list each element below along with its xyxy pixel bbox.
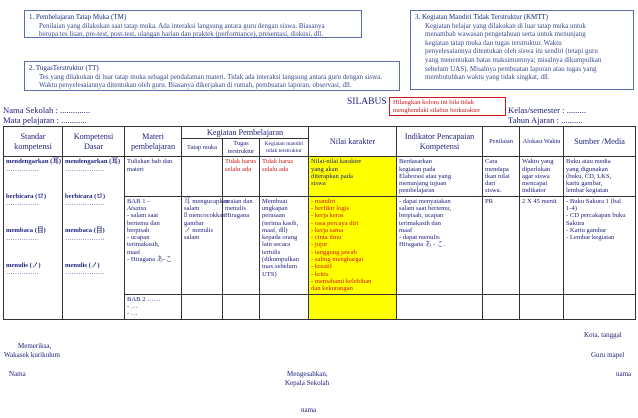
cell-materi-3 — [125, 294, 182, 319]
kmtt-line: tertulis — [262, 248, 281, 256]
cell-indikator-2 — [397, 196, 483, 294]
kmtt-line: UTS) — [262, 270, 277, 278]
sumber-line: - Buku Sakura 1 (bal — [566, 197, 621, 205]
nilai-line: Nilai-nilai karakter — [311, 158, 362, 166]
penilaian-line: mendapa — [485, 165, 509, 173]
cell-tatap-muka-2 — [182, 196, 229, 294]
nilai-line: - tanggung jawab — [311, 248, 357, 256]
cell-sumber-3 — [564, 294, 636, 319]
red-note-line: menghendaki silabus berkarakter — [393, 107, 481, 114]
nama-sekolah: Nama Sekolah : .............. — [3, 105, 91, 115]
materi-line: - Hiragana あ-こ — [127, 256, 173, 264]
materi-line: bertemu dan — [127, 219, 160, 227]
indikator-line: kegiatan pada — [399, 165, 436, 173]
sk-line: berbicara (ロ) — [6, 192, 47, 200]
nilai-line: - kerja keras — [311, 212, 344, 220]
callout-tm-body — [29, 22, 357, 39]
callout-kmtt-title: 3. Kegiatan Mandiri Tidak Terstruktur (KMTT) — [415, 13, 549, 21]
nilai-line: - cinta ilmu — [311, 234, 342, 242]
kmtt-line: ungkapan — [262, 205, 288, 212]
alokasi-line: indikator — [522, 187, 546, 195]
header-indikator: Indikator Pencapaian Kompetensi — [397, 127, 483, 157]
sign-kota-tanggal: Kota, tanggal — [584, 331, 622, 339]
cell-kegiatan-mandiri-2 — [260, 196, 309, 294]
sign-kepala-sekolah: Kepala Sekolah — [285, 379, 330, 387]
sk-line: …………… — [6, 269, 39, 277]
tt-line: selalu ada — [225, 165, 252, 173]
tm-line: ノ menulis — [184, 226, 214, 234]
cell-materi-2 — [125, 196, 182, 294]
sumber-line: Sakura — [566, 219, 585, 227]
header-alokasi: Alokasi Waktu — [520, 127, 564, 157]
kd-line — [65, 242, 122, 262]
nilai-line: - saling menghargai — [311, 256, 364, 264]
tt-line: menulis — [225, 205, 246, 212]
kmtt-line: Tidak harus — [262, 158, 294, 166]
callout-tugas-terstruktur — [24, 61, 400, 91]
kmtt-line: selalu ada — [262, 165, 289, 173]
penilaian-line: tkan nilai — [485, 172, 510, 180]
alokasi-line: diperlukan — [522, 165, 551, 173]
callout-tatap-muka — [24, 10, 362, 38]
kmtt-line: (dikumpulkan — [262, 256, 299, 264]
materi-line: BAB 1 – — [127, 197, 151, 205]
callout-kmtt-line: penyelesaiannya ditentukan oleh siswa itu sendiri (tetapi guru — [425, 47, 598, 56]
kd-line: ……………… — [65, 269, 105, 277]
kd-line: membaca (目) — [65, 227, 105, 235]
callout-kmtt-line: kegiatan tatap muka dan tugas terstruktur. Waktu — [425, 38, 562, 47]
cell-nilai-karakter-3 — [309, 294, 397, 319]
callout-kmtt-line: menambah wawasan pengetahuan serta untuk menunjang — [425, 30, 586, 39]
nilai-line: - rasa percaya diri — [311, 219, 359, 227]
nilai-line: siswa — [311, 180, 326, 188]
header-kegiatan-mandiri: Kegiatan mandiri tidak terstruktur — [260, 139, 309, 157]
materi-line: - ucapan — [127, 234, 150, 242]
cell-tugas-terstruktur-1 — [223, 157, 260, 196]
nilai-line: diterapkan pada — [311, 172, 353, 180]
indikator-line: Berdasarkan — [399, 158, 432, 166]
kmtt-line: Membuat — [262, 197, 288, 205]
sk-line — [6, 242, 60, 262]
kd-line: mendengarkan (耳) — [65, 158, 121, 166]
kd-line: ……………… — [65, 165, 105, 173]
header-materi: Materi pembelajaran — [125, 127, 182, 157]
sk-line — [6, 207, 60, 227]
sk-line: mendengarkan (耳) — [6, 158, 62, 166]
cell-penilaian-2 — [483, 196, 520, 294]
cell-tatap-muka-1 — [182, 157, 223, 196]
callout-kmtt-line: sebelum UAS). Misalnya pembuatan laporan atau tugas yang — [425, 64, 597, 73]
callout-tt-line: Tes yang dilakukan di luar tatap muka sebagai pendalaman materi. Tidak ada interaksi langsung antara guru dengan siswa. — [39, 72, 382, 81]
cell-alokasi-3 — [520, 294, 564, 319]
callout-kmtt-line: Kegiatan belajar yang dilakukan di luar tatap muka untuk — [425, 21, 586, 30]
indikator-line: - dapat menulis — [399, 234, 440, 242]
callout-tm-line: berupa tes lisan, pre-test, post-test, ulangan harian dan praktek (performance), presentasi, diskusi, dll. — [39, 30, 323, 39]
alokasi-line: agar siswa — [522, 172, 550, 180]
callout-kmtt-line: yang menentukan batas maksimumnya; misalnya dikumpulkan — [425, 55, 602, 64]
indikator-line: berpisah, ucapan — [399, 212, 444, 220]
header-penilaian: Penilaian — [483, 127, 520, 157]
indikator-line: maaf — [399, 226, 413, 234]
cell-standar-kompetensi — [4, 157, 63, 319]
kd-line — [65, 207, 122, 227]
materi-line: maaf — [127, 248, 141, 256]
header-tugas-terstruktur: Tugas terstruktur — [223, 139, 260, 157]
callout-tm-line: Penilaian yang dilakukan saat tatap muka. Ada interaksi langsung antara guru dengan siswa. Biasanya — [39, 21, 325, 30]
cell-kompetensi-dasar — [63, 157, 125, 319]
cell-tatap-muka-3 — [182, 294, 223, 319]
callout-kmtt — [410, 10, 634, 90]
kd-line: ……………… — [65, 200, 105, 208]
header-kegiatan: Kegiatan Pembelajaran — [182, 127, 309, 139]
red-note-line: Hilangkan kolom ini bila tidak — [393, 99, 474, 106]
tm-line: salam — [184, 205, 200, 212]
tm-line: salam — [184, 234, 200, 242]
sumber-line: (buku, CD, LKS, — [566, 172, 612, 180]
tm-line: ﾛ mencocokkan — [184, 212, 226, 220]
alokasi-line: 2 X 45 menit — [522, 197, 557, 205]
sk-line: menulis (ノ) — [6, 262, 41, 269]
header-standar-kompetensi: Standar kompetensi — [4, 127, 63, 157]
sumber-line: - Lembar kegiatan — [566, 234, 615, 242]
callout-tm-title: 1. Pembelajaran Tatap Muka (TM) — [29, 13, 127, 21]
sumber-line: yang digunakan — [566, 165, 608, 173]
cell-kegiatan-mandiri-1 — [260, 157, 309, 196]
sk-line: …………… — [6, 200, 39, 208]
sign-nama-wakasek: Nama — [9, 370, 26, 378]
materi-line: materi — [127, 165, 144, 173]
indikator-line: salam saat bertemu, — [399, 205, 452, 212]
nilai-line: - memahami kelebihan — [311, 277, 372, 285]
kmtt-line: perasaan — [262, 212, 286, 220]
sumber-line: - CD percakapan buku — [566, 212, 626, 220]
indikator-line: Hiragana あ - こ. — [399, 241, 446, 249]
tt-line: Tidak harus — [225, 158, 257, 166]
penilaian-line: dari — [485, 180, 496, 188]
materi-line: BAB 2 …… — [127, 295, 161, 303]
materi-line: - … — [127, 303, 138, 310]
penilaian-line: PR — [485, 197, 494, 205]
silabus-table — [3, 126, 636, 320]
mata-pelajaran: Mata pelajaran : ............ — [3, 115, 87, 125]
cell-alokasi-1 — [520, 157, 564, 196]
sk-line: …………… — [6, 234, 39, 242]
indikator-line: - dapat menyatakan — [399, 197, 451, 205]
header-sumber: Sumber /Media — [564, 127, 636, 157]
kd-line: ……………… — [65, 234, 105, 242]
nilai-line: dan kekurangan — [311, 285, 353, 293]
sumber-line: Buku atau media — [566, 158, 611, 166]
kd-line — [65, 173, 122, 193]
tahun-ajaran: Tahun Ajaran : .......... — [508, 115, 583, 125]
callout-tt-title: 2. TugasTerstruktur (TT) — [29, 64, 99, 72]
materi-line: - … — [127, 310, 138, 318]
kmtt-line: maaf, dll) — [262, 226, 288, 234]
alokasi-line: Waktu yang — [522, 158, 554, 166]
cell-materi-1 — [125, 157, 182, 196]
callout-tt-body — [29, 73, 395, 90]
sk-line: membaca (目) — [6, 227, 46, 235]
indikator-line: Elaborasi atau yang — [399, 172, 452, 180]
materi-line: - salam saat — [127, 212, 159, 220]
cell-alokasi-2 — [520, 196, 564, 294]
sk-line: …………… — [6, 165, 39, 173]
cell-nilai-karakter-1 — [309, 157, 397, 196]
sign-guru-mapel: Guru mapel — [591, 351, 625, 359]
header-kompetensi-dasar: Kompetensi Dasar — [63, 127, 125, 157]
kmtt-line: lain secara — [262, 241, 291, 249]
penilaian-line: siswa. — [485, 187, 502, 195]
materi-line: terimakasih, — [127, 241, 160, 249]
sign-nama-kepsek: nama — [301, 406, 317, 414]
tm-line: 耳 mengucapkan — [184, 197, 229, 205]
sign-nama-guru: nama — [616, 370, 632, 378]
sumber-line: 1-4) — [566, 205, 578, 212]
cell-kegiatan-mandiri-3 — [260, 294, 309, 319]
sign-memeriksa: Memeriksa, — [18, 342, 52, 350]
kmtt-line: max.sebelum — [262, 263, 297, 271]
sign-mengesahkan: Mengesahkan, — [287, 370, 328, 378]
penilaian-line: Cara — [485, 158, 498, 166]
nilai-line: - kritis — [311, 270, 329, 278]
kd-line: berbicara (ロ) — [65, 192, 106, 200]
callout-tt-line: Waktu penyelesaiannya ditentukan oleh guru. Biasanya dikerjakan di rumah, pembuatan laporan, observasi, dll. — [39, 81, 352, 90]
kelas-semester: Kelas/semester : ......... — [508, 105, 587, 115]
nilai-line: yang akan — [311, 165, 338, 173]
sign-wakasek: Wakasek kurikulum — [4, 351, 61, 359]
kd-line: menulis (ノ) — [65, 262, 100, 269]
cell-penilaian-1 — [483, 157, 520, 196]
cell-sumber-1 — [564, 157, 636, 196]
nilai-line: - mandiri — [311, 197, 336, 205]
sumber-line: lembar kegiatan — [566, 187, 609, 195]
kmtt-line: (terima kasih, — [262, 219, 299, 227]
header-nilai-karakter: Nilai karakter — [309, 127, 397, 157]
alokasi-line: mencapai — [522, 180, 548, 188]
indikator-line: pembelajaran — [399, 187, 435, 195]
callout-kmtt-line: membutuhkan waktu yang tidak singkat, dll. — [425, 73, 550, 82]
kmtt-line: kepada orang — [262, 234, 298, 242]
nilai-line: - kreatif — [311, 263, 333, 271]
cell-tugas-terstruktur-2 — [223, 196, 260, 294]
cell-penilaian-3 — [483, 294, 520, 319]
sk-line — [6, 173, 60, 193]
header-tatap-muka: Tatap muka — [182, 139, 223, 157]
sumber-line: - Kartu gambar — [566, 226, 607, 234]
tm-line: gambar — [184, 219, 204, 227]
cell-indikator-3 — [397, 294, 483, 319]
indikator-line: menunjang tujuan — [399, 180, 447, 188]
tt-line: Hiragana — [225, 212, 250, 220]
cell-tugas-terstruktur-3 — [223, 294, 260, 319]
nilai-line: - jujur — [311, 241, 328, 249]
nilai-line: - berfikir logis — [311, 205, 350, 212]
sumber-line: kartu gambar, — [566, 180, 603, 188]
cell-sumber-2 — [564, 196, 636, 294]
materi-line: Tuliskan bab dan — [127, 158, 173, 166]
tt-line: uraian dan — [225, 197, 253, 205]
callout-kmtt-body — [415, 22, 629, 82]
materi-line: berpisah — [127, 226, 150, 234]
page-title: SILABUS — [347, 97, 387, 107]
cell-indikator-1 — [397, 157, 483, 196]
indikator-line: terimakasih dan — [399, 219, 441, 227]
materi-line: Aisatsu — [127, 205, 147, 212]
nilai-line: - kerja sama — [311, 226, 344, 234]
cell-nilai-karakter-2 — [309, 196, 397, 294]
red-note — [389, 97, 506, 116]
